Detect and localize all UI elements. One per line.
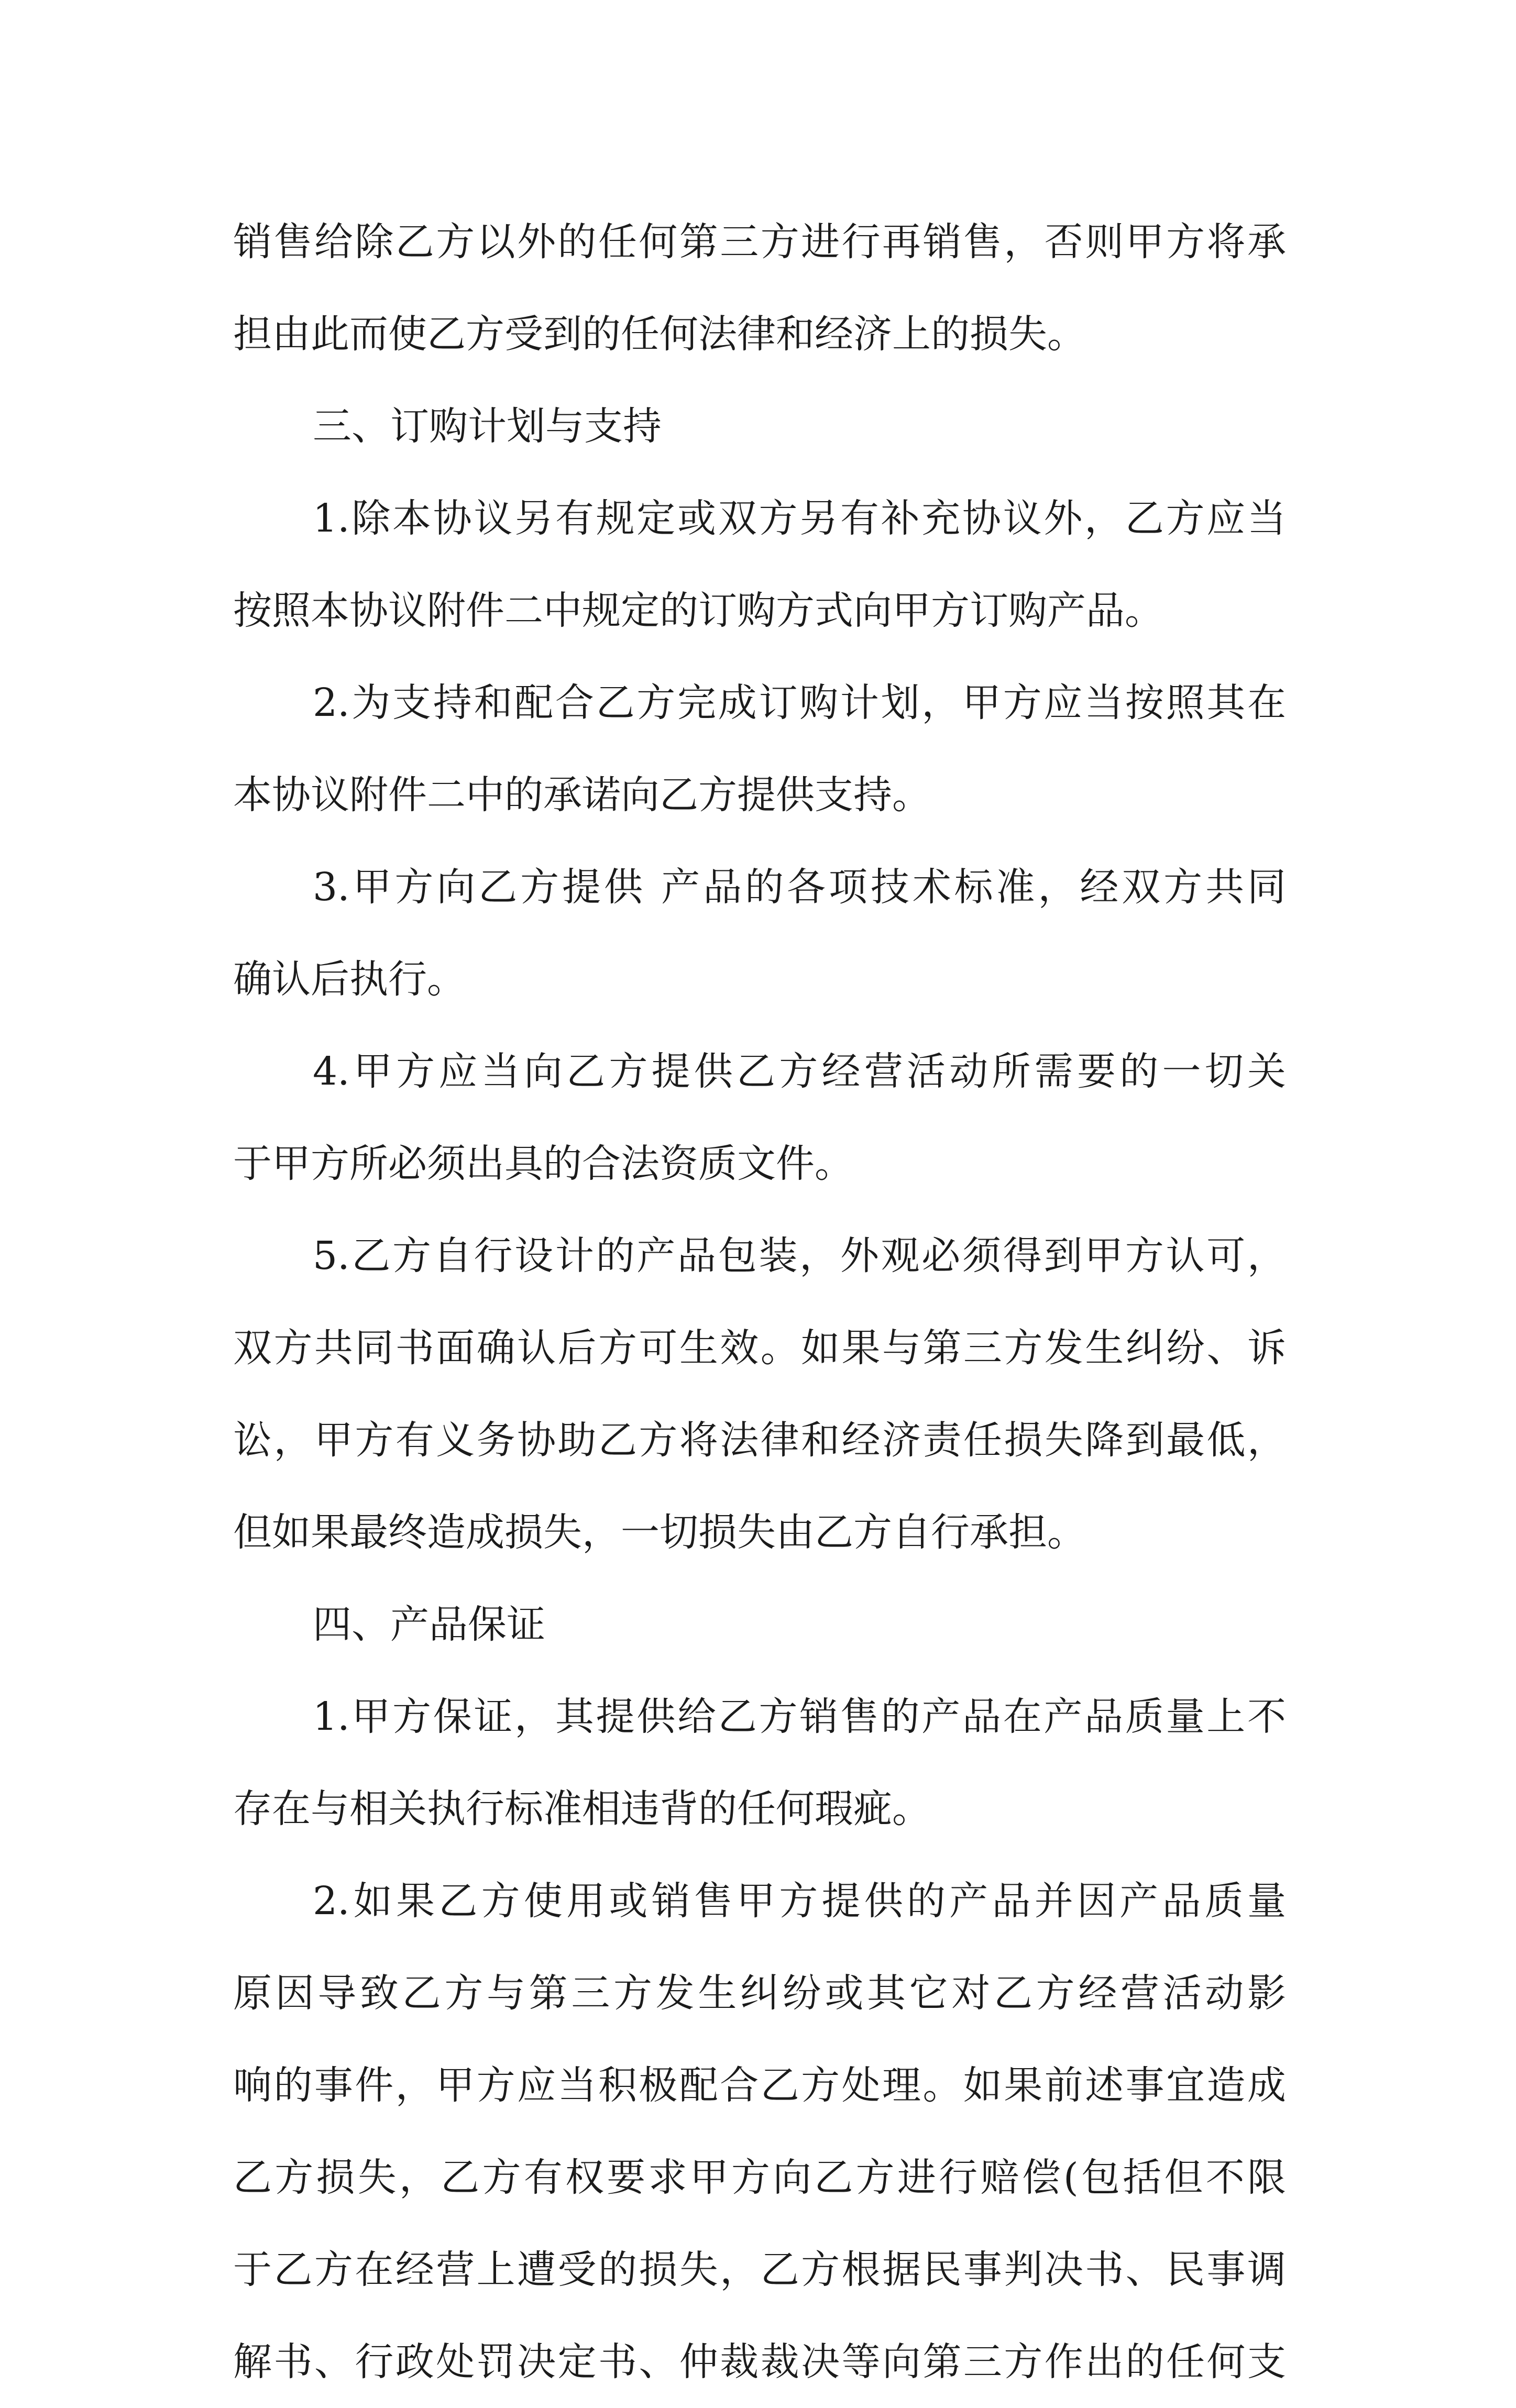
text-line: 销售给除乙方以外的任何第三方进行再销售，否则甲方将承 [233, 219, 1286, 264]
text-line: 确认后执行。 [233, 957, 466, 1002]
text-line: 按照本协议附件二中规定的订购方式向甲方订购产品。 [233, 588, 1163, 633]
text-line: 乙方损失，乙方有权要求甲方向乙方进行赔偿(包括但不限 [233, 2155, 1286, 2200]
text-line: 存在与相关执行标准相违背的任何瑕疵。 [233, 1786, 931, 1831]
text-line: 1.除本协议另有规定或双方另有补充协议外，乙方应当 [313, 496, 1286, 541]
text-line: 本协议附件二中的承诺向乙方提供支持。 [233, 772, 931, 818]
text-line: 于乙方在经营上遭受的损失，乙方根据民事判决书、民事调 [233, 2247, 1286, 2292]
text-line: 1.甲方保证，其提供给乙方销售的产品在产品质量上不 [313, 1694, 1286, 1739]
text-line: 解书、行政处罚决定书、仲裁裁决等向第三方作出的任何支 [233, 2339, 1286, 2384]
text-line: 响的事件，甲方应当积极配合乙方处理。如果前述事宜造成 [233, 2063, 1286, 2108]
document-body [233, 196, 1286, 2408]
section-heading: 四、产品保证 [313, 1602, 545, 1647]
text-line: 5.乙方自行设计的产品包装，外观必须得到甲方认可， [313, 1233, 1286, 1278]
text-line: 双方共同书面确认后方可生效。如果与第三方发生纠纷、诉 [233, 1325, 1286, 1371]
text-line: 于甲方所必须出具的合法资质文件。 [233, 1141, 853, 1186]
section-heading: 三、订购计划与支持 [313, 404, 662, 449]
text-line: 但如果最终造成损失，一切损失由乙方自行承担。 [233, 1510, 1086, 1555]
text-line: 2.如果乙方使用或销售甲方提供的产品并因产品质量 [313, 1879, 1286, 1924]
text-line: 2.为支持和配合乙方完成订购计划，甲方应当按照其在 [313, 680, 1286, 725]
text-line: 担由此而使乙方受到的任何法律和经济上的损失。 [233, 312, 1086, 357]
text-line: 原因导致乙方与第三方发生纠纷或其它对乙方经营活动影 [233, 1971, 1286, 2016]
text-line: 3.甲方向乙方提供 产品的各项技术标准，经双方共同 [313, 865, 1286, 910]
text-line: 4.甲方应当向乙方提供乙方经营活动所需要的一切关 [313, 1049, 1286, 1094]
text-line: 讼，甲方有义务协助乙方将法律和经济责任损失降到最低， [233, 1418, 1286, 1463]
